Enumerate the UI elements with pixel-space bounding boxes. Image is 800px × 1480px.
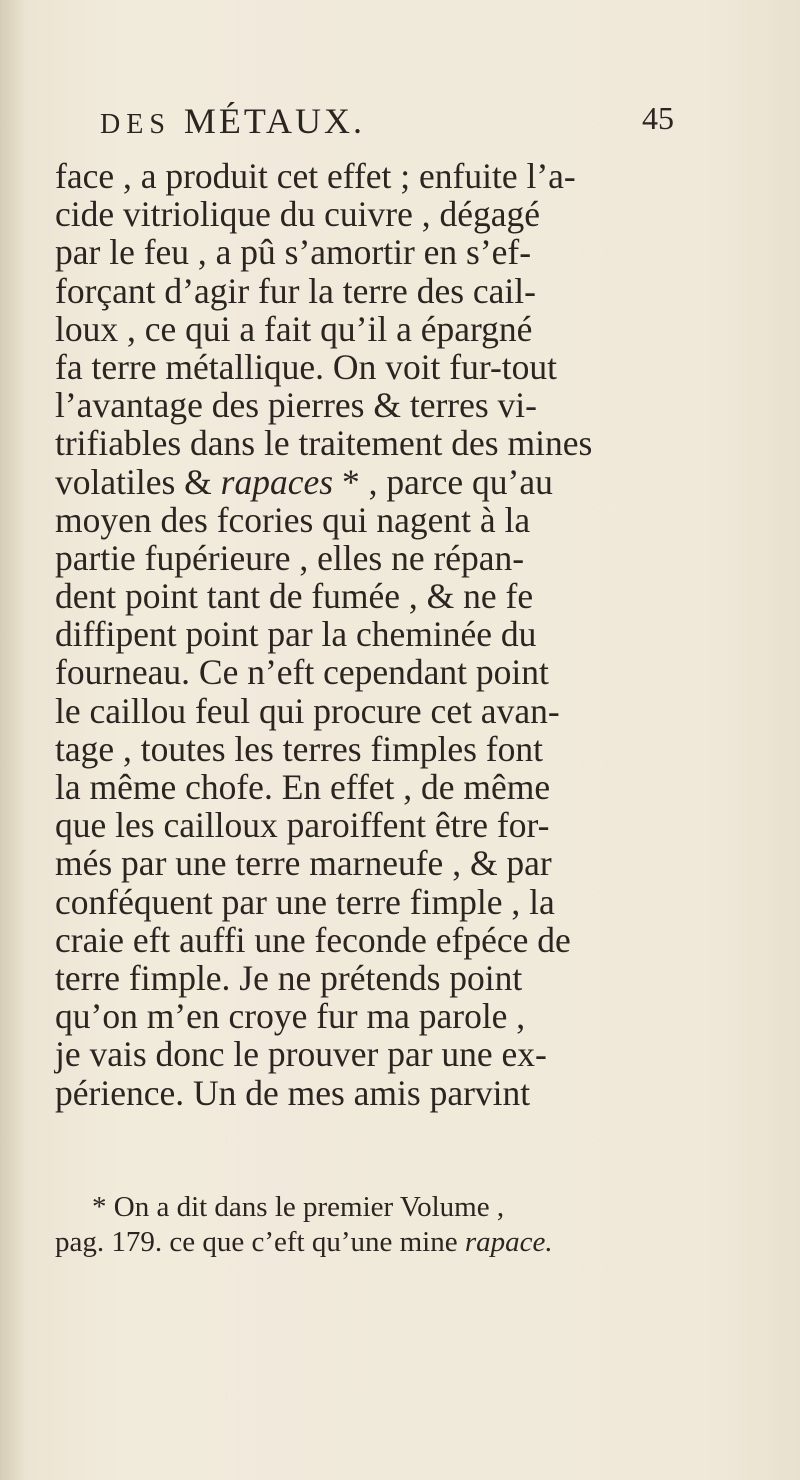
page-number: 45 xyxy=(642,100,674,136)
text-line: face , a produit cet effet ; enfuite l’a- xyxy=(55,156,576,196)
page-gutter xyxy=(0,0,22,1480)
text-line: forçant d’agir fur la terre des cail- xyxy=(55,270,536,311)
text-line: tage , toutes les terres fimples font xyxy=(55,728,543,769)
text-line: moyen des fcories qui nagent à la xyxy=(55,499,531,540)
text-line: partie fupérieure , elles ne répan- xyxy=(55,537,525,578)
footnote-marker-segment: * , parce qu’au xyxy=(333,461,553,502)
footnote-text: pag. 179. ce que c’eft qu’une mine xyxy=(55,1226,465,1258)
text-line: le caillou feul qui procure cet avan- xyxy=(55,690,560,731)
italic-term: rapaces xyxy=(220,461,334,502)
page-header xyxy=(0,100,800,150)
footnote-line: * On a dit dans le premier Volume , xyxy=(92,1191,505,1223)
text-line: je vais donc le prouver par une ex- xyxy=(55,1034,547,1075)
text-line: més par une terre marneufe , & par xyxy=(55,843,552,884)
text-segment: volatiles & xyxy=(55,461,221,502)
body-text xyxy=(55,157,775,1112)
text-line: cide vitriolique du cuivre , dégagé xyxy=(55,194,540,235)
text-line: dent point tant de fumée , & ne fe xyxy=(55,576,534,617)
text-line: fourneau. Ce n’eft cependant point xyxy=(55,652,549,693)
text-line: diffipent point par la cheminée du xyxy=(55,614,537,655)
text-line: craie eft auffi une feconde efpéce de xyxy=(55,919,571,960)
text-line: la même chofe. En effet , de même xyxy=(55,767,551,807)
text-line: périence. Un de mes amis parvint xyxy=(55,1072,531,1113)
text-line: trifiables dans le traitement des mines xyxy=(55,423,593,464)
footnote-line xyxy=(55,1225,775,1260)
text-line: conféquent par une terre fimple , la xyxy=(55,881,555,922)
footnote-italic-term: rapace. xyxy=(464,1226,553,1258)
text-line: fa terre métallique. On voit fur-tout xyxy=(55,346,558,387)
text-line: par le feu , a pû s’amortir en s’ef- xyxy=(55,232,532,273)
text-line: loux , ce qui a fait qu’il a épargné xyxy=(55,308,533,349)
running-head-prefix: DES xyxy=(100,109,184,140)
text-line: l’avantage des pierres & terres vi- xyxy=(55,385,537,426)
running-head xyxy=(100,100,365,142)
text-line xyxy=(55,463,775,501)
running-head-title: MÉTAUX. xyxy=(183,101,366,141)
text-line: terre fimple. Je ne prétends point xyxy=(55,957,523,998)
footnote xyxy=(55,1190,775,1260)
text-line: que les cailloux paroiffent être for- xyxy=(55,805,550,846)
text-line: qu’on m’en croye fur ma parole , xyxy=(55,996,526,1037)
